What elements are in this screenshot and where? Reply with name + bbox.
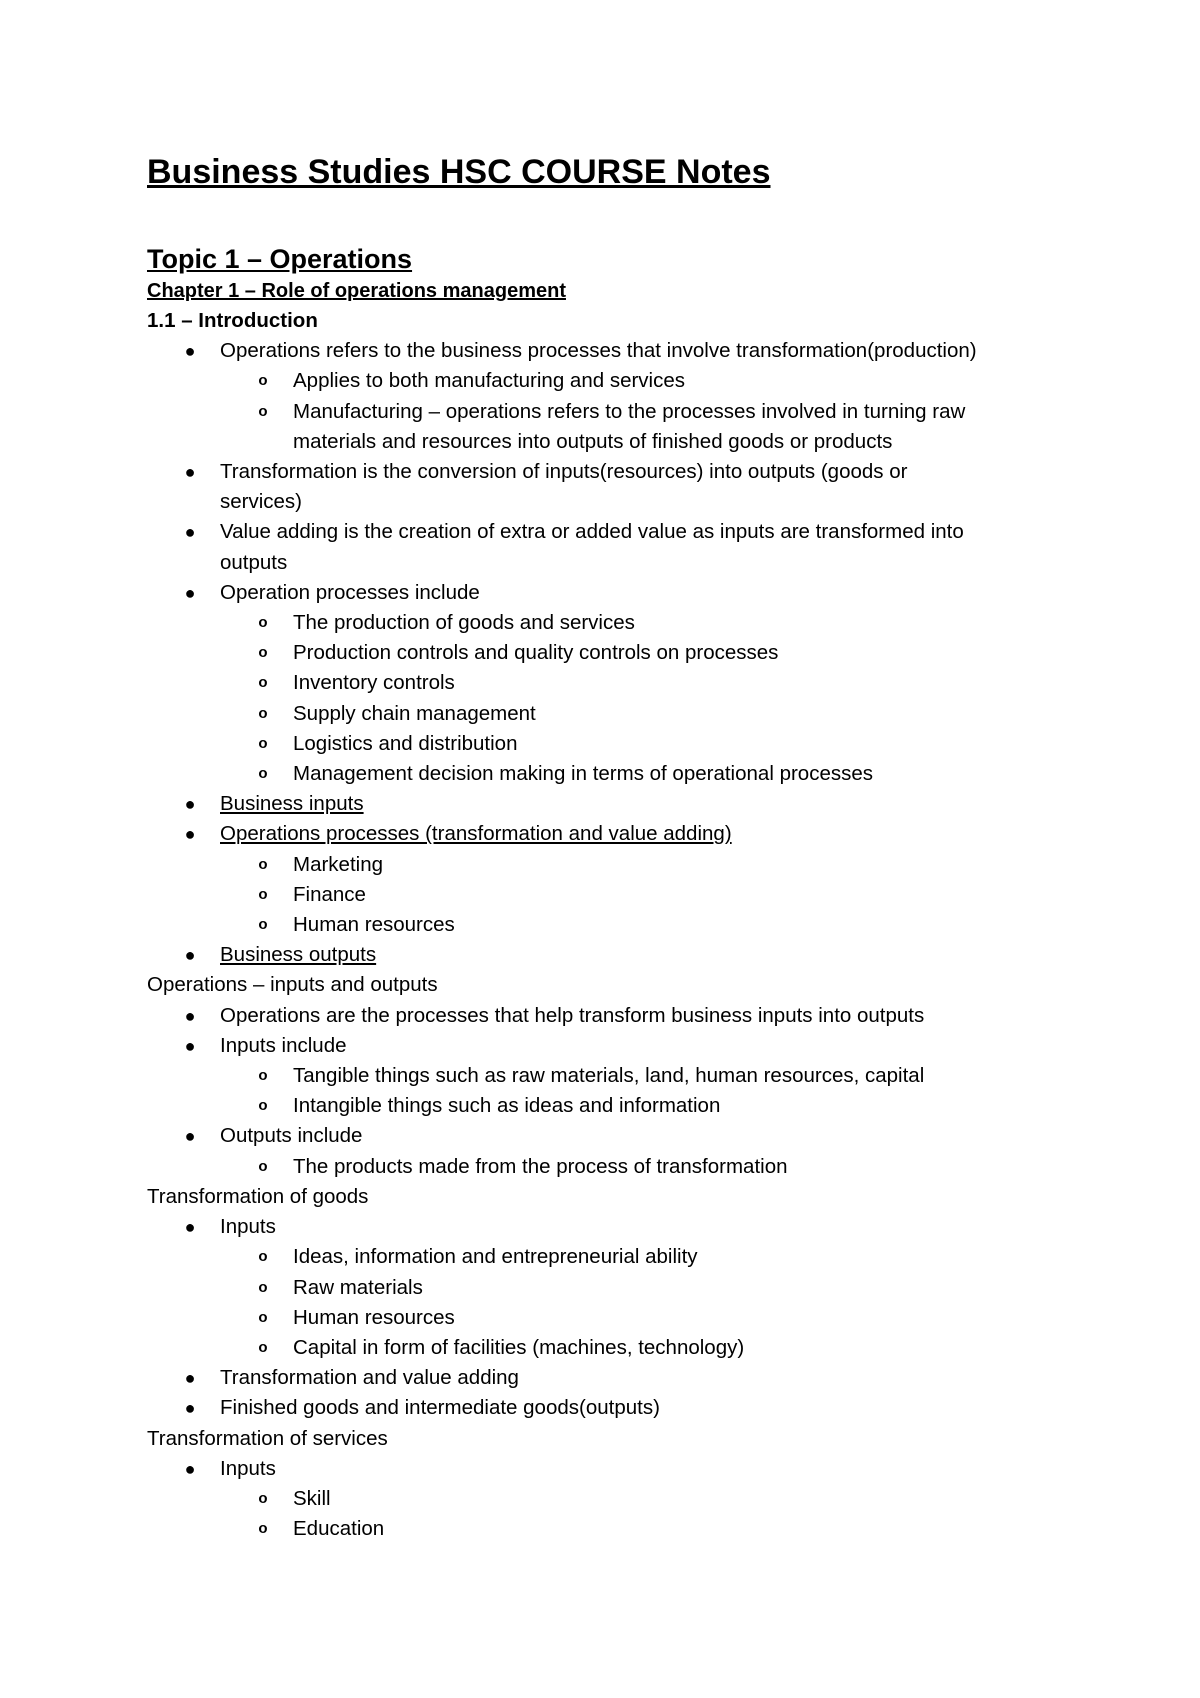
line-text: Transformation of services bbox=[147, 1426, 388, 1450]
sub-bullet-item bbox=[147, 1152, 1067, 1182]
sub-bullet-icon: o bbox=[258, 1520, 268, 1538]
sub-bullet-icon: o bbox=[258, 614, 268, 632]
line-text: Applies to both manufacturing and services bbox=[293, 369, 686, 393]
bullet-item bbox=[147, 1393, 1067, 1423]
bullet-icon: ● bbox=[184, 1217, 196, 1238]
line-text: Inputs bbox=[220, 1456, 276, 1480]
line-text: Operation processes include bbox=[220, 580, 480, 604]
bullet-icon: ● bbox=[184, 824, 196, 845]
line-text: Logistics and distribution bbox=[293, 731, 518, 755]
bullet-icon: ● bbox=[184, 794, 196, 815]
sub-bullet-item bbox=[147, 1303, 1067, 1333]
sub-bullet-icon: o bbox=[258, 855, 268, 873]
bullet-icon: ● bbox=[184, 462, 196, 483]
sub-bullet-item bbox=[147, 1273, 1067, 1303]
bullet-item bbox=[147, 578, 1067, 608]
sub-bullet-icon: o bbox=[258, 1278, 268, 1296]
subheading-line bbox=[147, 1182, 1067, 1212]
line-text: Raw materials bbox=[293, 1275, 423, 1299]
bullet-icon: ● bbox=[184, 341, 196, 362]
line-text: materials and resources into outputs of finished goods or products bbox=[293, 429, 893, 453]
sub-bullet-icon: o bbox=[258, 1067, 268, 1085]
line-text: Human resources bbox=[293, 1305, 455, 1329]
line-text: Operations processes (transformation and value adding) bbox=[220, 822, 732, 846]
bullet-icon: ● bbox=[184, 1398, 196, 1419]
line-text: Business outputs bbox=[220, 943, 377, 967]
bullet-item bbox=[147, 1121, 1067, 1151]
sub-bullet-icon: o bbox=[258, 1308, 268, 1326]
line-text: The production of goods and services bbox=[293, 611, 635, 635]
sub-bullet-item bbox=[147, 1514, 1067, 1544]
bullet-item bbox=[147, 457, 1067, 487]
sub-bullet-icon: o bbox=[258, 1489, 268, 1507]
line-text: Transformation is the conversion of inputs(resources) into outputs (goods or bbox=[220, 460, 908, 484]
sub-bullet-item bbox=[147, 910, 1067, 940]
bullet-icon: ● bbox=[184, 1458, 196, 1479]
line-text: Finance bbox=[293, 882, 366, 906]
bullet-item bbox=[147, 819, 1067, 849]
sub-bullet-icon: o bbox=[258, 644, 268, 662]
line-text: Transformation of goods bbox=[147, 1184, 369, 1208]
sub-bullet-item bbox=[147, 668, 1067, 698]
line-text: Manufacturing – operations refers to the processes involved in turning raw bbox=[293, 399, 966, 423]
bullet-item bbox=[147, 789, 1067, 819]
line-text: Education bbox=[293, 1517, 385, 1541]
subheading-line bbox=[147, 1424, 1067, 1454]
line-text: Operations are the processes that help transform business inputs into outputs bbox=[220, 1003, 925, 1027]
topic-heading: Topic 1 – Operations bbox=[147, 244, 413, 274]
line-text: Human resources bbox=[293, 913, 455, 937]
line-text: Tangible things such as raw materials, land, human resources, capital bbox=[293, 1064, 925, 1088]
bullet-item bbox=[147, 1212, 1067, 1242]
line-text: Operations refers to the business processes that involve transformation(production) bbox=[220, 339, 977, 363]
sub-bullet-item bbox=[147, 880, 1067, 910]
line-text: services) bbox=[220, 490, 303, 514]
sub-bullet-item bbox=[147, 729, 1067, 759]
bullet-item bbox=[147, 1454, 1067, 1484]
line-text: Outputs include bbox=[220, 1124, 363, 1148]
bullet-item bbox=[147, 1363, 1067, 1393]
sub-bullet-item bbox=[147, 850, 1067, 880]
sub-bullet-item bbox=[147, 608, 1067, 638]
line-text: Production controls and quality controls on processes bbox=[293, 641, 779, 665]
bullet-item bbox=[147, 1001, 1067, 1031]
sub-bullet-item bbox=[147, 1061, 1067, 1091]
bullet-icon: ● bbox=[184, 522, 196, 543]
sub-bullet-item bbox=[147, 366, 1067, 396]
line-text: Inputs include bbox=[220, 1033, 347, 1057]
sub-bullet-item bbox=[147, 1242, 1067, 1272]
sub-bullet-item bbox=[147, 638, 1067, 668]
line-text: outputs bbox=[220, 550, 288, 574]
line-text: Skill bbox=[293, 1486, 331, 1510]
sub-bullet-icon: o bbox=[258, 372, 268, 390]
line-text: Transformation and value adding bbox=[220, 1366, 519, 1390]
sub-bullet-icon: o bbox=[258, 674, 268, 692]
sub-bullet-item bbox=[147, 759, 1067, 789]
sub-bullet-icon: o bbox=[258, 734, 268, 752]
sub-bullet-item bbox=[147, 1091, 1067, 1121]
chapter-heading: Chapter 1 – Role of operations management bbox=[147, 280, 566, 302]
bullet-icon: ● bbox=[184, 945, 196, 966]
line-text: Ideas, information and entrepreneurial ability bbox=[293, 1245, 698, 1269]
line-text: Marketing bbox=[293, 852, 384, 876]
line-text: Inputs bbox=[220, 1215, 276, 1239]
line-text: Operations – inputs and outputs bbox=[147, 973, 438, 997]
bullet-icon: ● bbox=[184, 1035, 196, 1056]
line-text: Capital in form of facilities (machines, technology) bbox=[293, 1335, 745, 1359]
sub-bullet-icon: o bbox=[258, 1338, 268, 1356]
line-text: Finished goods and intermediate goods(outputs) bbox=[220, 1396, 660, 1420]
subheading-line bbox=[147, 970, 1067, 1000]
document-page bbox=[147, 150, 1067, 1544]
line-text: Value adding is the creation of extra or added value as inputs are transformed into bbox=[220, 520, 964, 544]
sub-bullet-icon: o bbox=[258, 402, 268, 420]
bullet-icon: ● bbox=[184, 1126, 196, 1147]
bullet-icon: ● bbox=[184, 1368, 196, 1389]
document-title: Business Studies HSC COURSE Notes bbox=[147, 153, 771, 191]
line-text: Management decision making in terms of operational processes bbox=[293, 762, 873, 786]
sub-bullet-item bbox=[147, 397, 1067, 427]
bullet-item bbox=[147, 517, 1067, 547]
line-text: Business inputs bbox=[220, 792, 364, 816]
bullet-icon: ● bbox=[184, 1005, 196, 1026]
line-text: Supply chain management bbox=[293, 701, 536, 725]
line-text: Inventory controls bbox=[293, 671, 455, 695]
section-heading: 1.1 – Introduction bbox=[147, 309, 318, 332]
sub-bullet-item bbox=[147, 699, 1067, 729]
line-text: Intangible things such as ideas and information bbox=[293, 1094, 721, 1118]
sub-bullet-icon: o bbox=[258, 916, 268, 934]
continuation-line bbox=[147, 548, 1067, 578]
bullet-item bbox=[147, 1031, 1067, 1061]
sub-bullet-icon: o bbox=[258, 1248, 268, 1266]
sub-bullet-item bbox=[147, 1484, 1067, 1514]
line-text: The products made from the process of transformation bbox=[293, 1154, 788, 1178]
bullet-item bbox=[147, 940, 1067, 970]
sub-bullet-icon: o bbox=[258, 765, 268, 783]
notes-list bbox=[147, 336, 1067, 1544]
continuation-line bbox=[147, 487, 1067, 517]
sub-bullet-icon: o bbox=[258, 1157, 268, 1175]
bullet-icon: ● bbox=[184, 582, 196, 603]
sub-bullet-icon: o bbox=[258, 704, 268, 722]
sub-bullet-icon: o bbox=[258, 1097, 268, 1115]
sub-bullet-icon: o bbox=[258, 885, 268, 903]
bullet-item bbox=[147, 336, 1067, 366]
continuation-line bbox=[147, 427, 1067, 457]
sub-bullet-item bbox=[147, 1333, 1067, 1363]
